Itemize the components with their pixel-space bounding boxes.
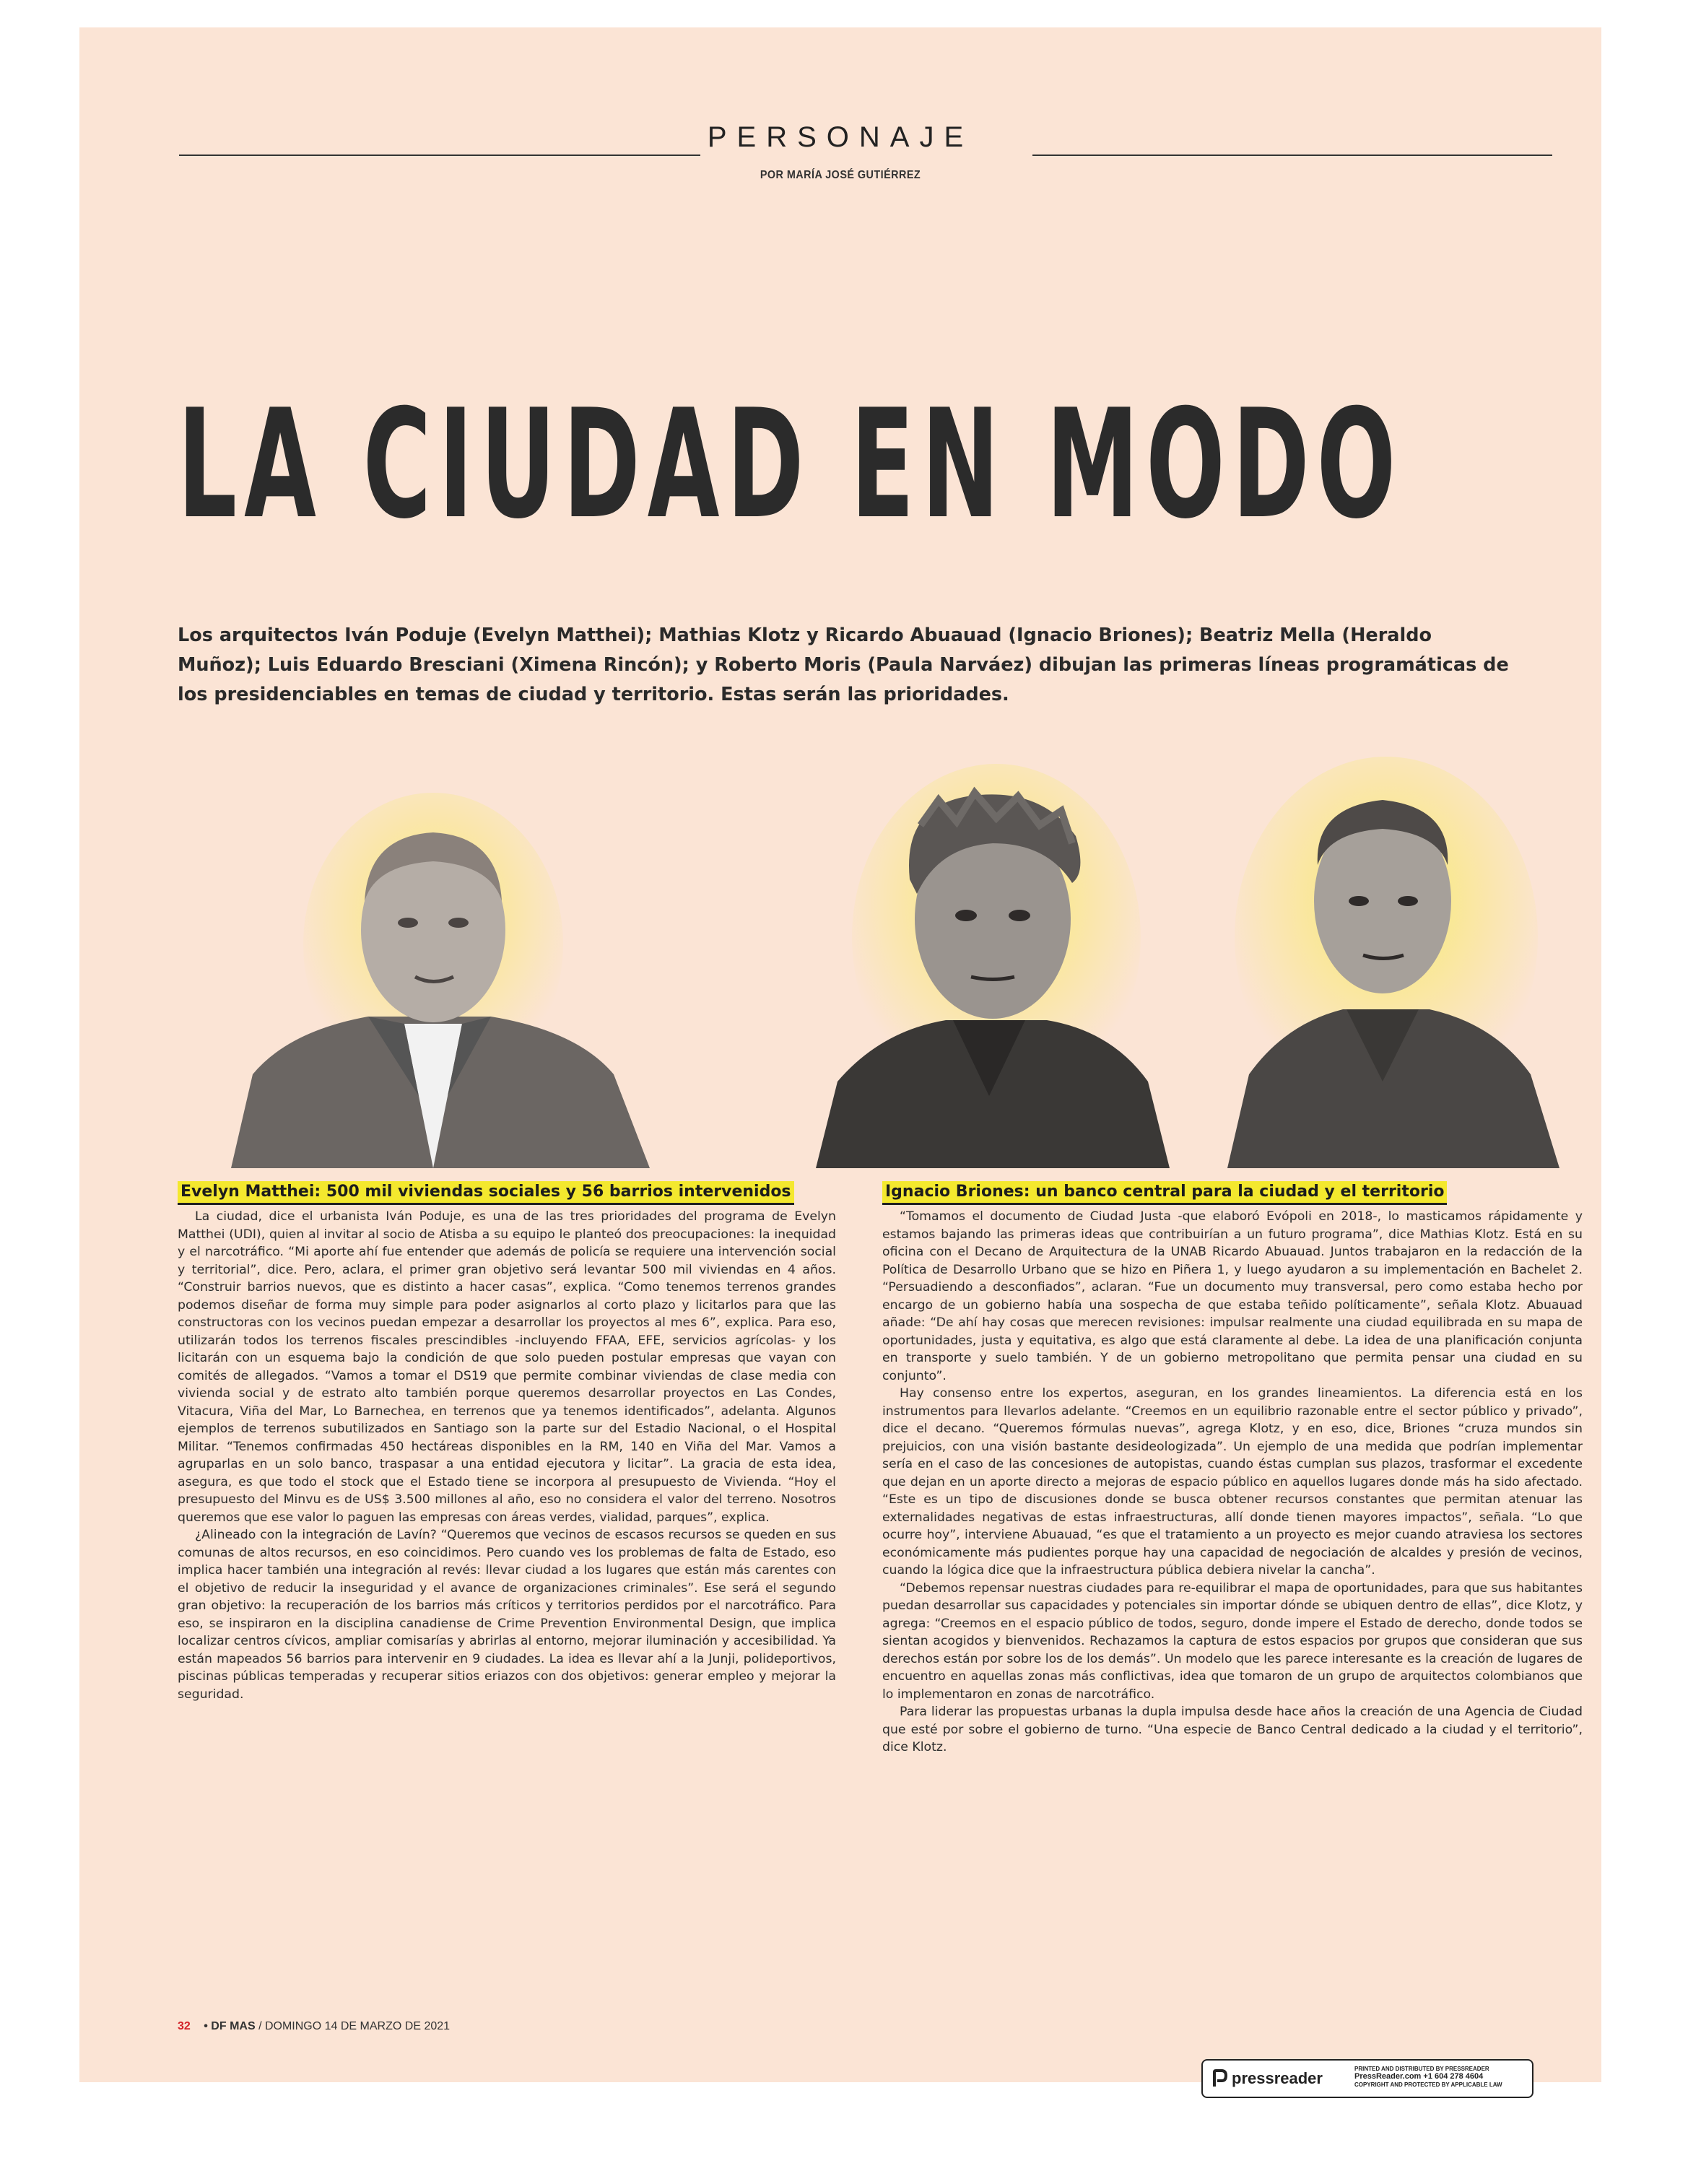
portrait-ivan-poduje xyxy=(188,793,664,1168)
left-subhead: Evelyn Matthei: 500 mil viviendas sociales y 56 barrios intervenidos xyxy=(178,1181,794,1205)
right-paragraph-1: “Tomamos el documento de Ciudad Justa -que elaboró Evópoli en 2018-, lo masticamos rápidamente y estamos bajando las primeras ideas que contribuirían a un futuro programa”, dice Mathias Klotz. Está en su oficina con el Decano de Arquitectura de la UNAB Ricardo Abuauad. Juntos trabajaron en la redacción de la Política de Desarrollo Urbano que se hizo en Piñera 1, y luego ayudaron a su implementación en Bachelet 2. “Persuadiendo a desconfiados”, aclaran. “Fue un documento muy transversal, pero como estaba hecho por encargo de un gobierno había una sospecha de que estaba teñido políticamente”, señala Klotz. Abuauad añade: “De ahí hay cosas que merecen revisiones: impulsar realmente una ciudad equilibrada en su mapa de oportunidades, justa y equitativa, es algo que está claramente al debe. La idea de una planificación conjunta en transporte y suelo también. Y de un gobierno metropolitano que permita pensar una ciudad en su conjunto”. xyxy=(882,1209,1583,1383)
portrait-mathias-klotz xyxy=(801,757,1177,1168)
header-rule-right xyxy=(1032,155,1552,156)
right-paragraph-4: Para liderar las propuestas urbanas la dupla impulsa desde hace años la creación de una Agencia de Ciudad que esté por sobre el gobierno de turno. “Una especie de Banco Central dedicado a la ciudad y el territorio”, dice Klotz. xyxy=(882,1705,1583,1754)
portrait-ricardo-abuauad xyxy=(1198,757,1574,1168)
magazine-name: • DF MAS xyxy=(204,2020,256,2032)
left-paragraph-2: ¿Alineado con la integración de Lavín? “Queremos que vecinos de escasos recursos se queden en sus comunas de altos recursos, en eso coincidimos. Pero cuando ves los problemas de falta de Estado, eso implica hacer también una integración al revés: llevar ciudad a los lugares que están más carentes con el objetivo de reducir la inseguridad y el avance de organizaciones criminales”. Ese será el segundo gran objetivo: la recuperación de los barrios más críticos y territorios perdidos por el narcotráfico. Para eso, se inspiraron en la disciplina canadiense de Crime Prevention Environmental Design, que implica localizar centros cívicos, ampliar comisarías y abrirlas al entorno, mejorar iluminación y accesibilidad. Ya están mapeados 56 barrios para intervenir en 9 ciudades. La idea es llevar ahí a la Junji, polideportivos, piscinas públicas temperadas y recuperar sitios eriazos con dos objetivos: generar empleo y mejorar la seguridad. xyxy=(178,1528,836,1702)
right-paragraph-3: “Debemos repensar nuestras ciudades para re-equilibrar el mapa de oportunidades, para que sus habitantes puedan desarrollar sus capacidades y potenciales sin importar dónde se ubiquen dentro de ellas”, dice Klotz, y agrega: “Creemos en el espacio público de todos, seguro, donde impere el Estado de derecho, donde todos se sientan acogidos y bienvenidos. Rechazamos la captura de estos espacios por grupos que consideran que sus derechos están por sobre los de los demás”. Un modelo que les parece interesante es la creación de lugares de encuentro en aquellas zonas más conflictivas, idea que tomaron de un grupo de arquitectos colombianos que lo implementaron en zonas de narcotráfico. xyxy=(882,1580,1583,1702)
left-column xyxy=(178,1181,836,1703)
byline: POR MARÍA JOSÉ GUTIÉRREZ xyxy=(760,169,921,181)
issue-date: / DOMINGO 14 DE MARZO DE 2021 xyxy=(258,2020,451,2032)
pressreader-logo-icon xyxy=(1211,2069,1227,2088)
header-rule-left xyxy=(179,155,700,156)
pressreader-line-3: COPYRIGHT AND PROTECTED BY APPLICABLE LAW xyxy=(1354,2081,1502,2088)
pressreader-badge xyxy=(1201,2059,1533,2098)
right-column xyxy=(882,1181,1583,1757)
right-paragraph-2: Hay consenso entre los expertos, aseguran, en los grandes lineamientos. La diferencia está en los instrumentos para llevarlos adelante. “Creemos en un equilibrio razonable entre el sector público y privado”, dice el decano. “Queremos fórmulas nuevas”, agrega Klotz, y en eso, dice, Briones “cruza mundos sin prejuicios, con una visión bastante desideologizada”. Un ejemplo de una medida que podrían implementar sería en el caso de las concesiones de autopistas, cuando éstas cumplan sus plazos, trasformar el excedente que dejan en un aporte directo a mejoras de espacio público en aquellos lugares donde más ha sido afectado. “Este es un tipo de discusiones donde se busca obtener recursos constantes que permitan atenuar las externalidades negativas de estas infraestructuras, allí donde tienen mayores impactos”, señala. “Lo que ocurre hoy”, interviene Abuauad, “es que el tratamiento a un proyecto es mejor cuando atraviesa los sectores económicamente más pudientes porque hay una capacidad de negociación de alcaldes y presión de vecinos, cuando la lógica dice que la infraestructura pública debiera nivelar la cancha”. xyxy=(882,1386,1583,1578)
lead-paragraph: Los arquitectos Iván Poduje (Evelyn Matthei); Mathias Klotz y Ricardo Abuauad (Ignacio Briones); Beatriz Mella (Heraldo Muñoz); Luis Eduardo Bresciani (Ximena Rincón); y Roberto Moris (Paula Narváez) dibujan las primeras líneas programáticas de los presidenciables en temas de ciudad y territorio. Estas serán las prioridades. xyxy=(178,625,1509,705)
pressreader-line-1: PRINTED AND DISTRIBUTED BY PRESSREADER xyxy=(1354,2066,1489,2072)
left-paragraph-1: La ciudad, dice el urbanista Iván Poduje, es una de las tres prioridades del programa de Evelyn Matthei (UDI), quien al invitar al socio de Atisba a su equipo le planteó dos preocupaciones: la inequidad y el narcotráfico. “Mi aporte ahí fue entender que además de policía se requiere una intervención social y territorial”, dice. Pero, aclara, el primer gran objetivo será levantar 500 mil viviendas en 4 años. “Construir barrios nuevos, que es distinto a hacer casas”, explica. “Como tenemos terrenos grandes podemos diseñar de forma muy simple para poder asignarlos al corto plazo y licitarlos para que las constructoras con los vecinos puedan empezar a desarrollar los proyectos al mes 6”, explica. Para eso, utilizarán todos los terrenos fiscales prescindibles -incluyendo FFAA, EFE, servicios agrícolas- y los licitarán con un esquema bajo la condición de que solo pueden postular empresas que vayan con comités de allegados. “Vamos a tomar el DS19 que permite combinar viviendas de clase media con vivienda social y de estrato alto también porque queremos desarrollar proyectos en Las Condes, Vitacura, Viña del Mar, Lo Barnechea, en terrenos que ya tenemos identificados”, adelanta. Algunos ejemplos de terrenos subutilizados en Santiago son la parte sur del Estadio Nacional, o el Hospital Militar. “Tenemos confirmadas 450 hectáreas disponibles en la RM, 140 en Viña del Mar. Vamos a agruparlas en un solo banco, traspasar a una entidad ejecutora y licitar”. La gracia de esta idea, asegura, es que todo el stock que el Estado tiene se incorpora al presupuesto de Vivienda. “Hoy el presupuesto del Minvu es de US$ 3.500 millones al año, eso no considera el valor del terreno. Nosotros queremos que ese valor lo paguen las empresas con áreas verdes, vialidad, parques”, explica. xyxy=(178,1209,836,1525)
page-number: 32 xyxy=(178,2020,191,2032)
pressreader-notice xyxy=(1354,2065,1502,2089)
magazine-page xyxy=(79,27,1601,2082)
pressreader-line-2: PressReader.com +1 604 278 4604 xyxy=(1354,2072,1484,2081)
headline: LA CIUDAD EN MODO xyxy=(178,378,1404,552)
page-footer xyxy=(178,2020,450,2033)
right-subhead: Ignacio Briones: un banco central para la ciudad y el territorio xyxy=(882,1181,1447,1205)
section-title: PERSONAJE xyxy=(707,121,974,153)
pressreader-name: pressreader xyxy=(1232,2069,1323,2087)
